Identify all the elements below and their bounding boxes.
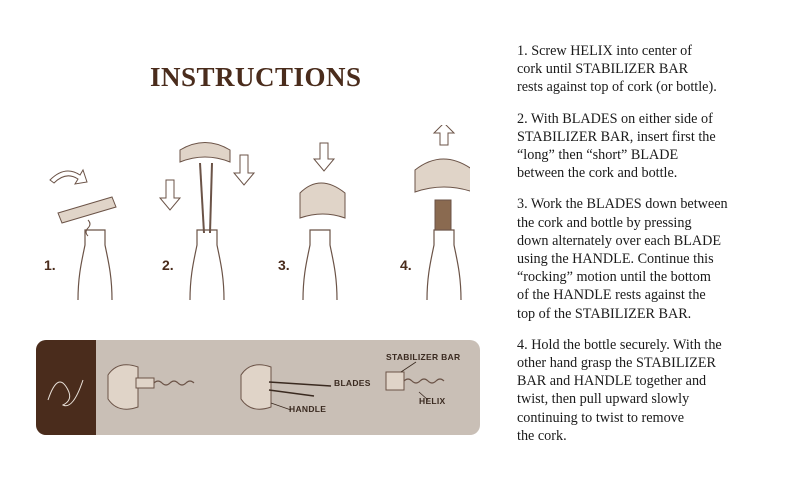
handle-4 [415, 159, 470, 192]
label-handle: HANDLE [289, 404, 327, 414]
step-number-4: 4. [400, 257, 412, 273]
step-number-3: 3. [278, 257, 290, 273]
arrow-down-2 [160, 155, 254, 210]
page-title: INSTRUCTIONS [150, 62, 362, 92]
bottle-2 [190, 230, 224, 300]
parts-panel [36, 340, 480, 435]
step-number-2: 2. [162, 257, 174, 273]
step-3-text: 3. Work the BLADES down between the cork and bottle by pressing down alternately over each BLADE using the HANDLE. Continue this “rocking” motion until the bottom of the HANDLE rests against the top of the STABILIZER BAR. [517, 196, 728, 322]
bottle-3 [303, 230, 337, 300]
cork-4 [435, 200, 451, 230]
instructions-text [517, 42, 787, 458]
blades-2 [200, 163, 212, 233]
bottle-1 [78, 230, 112, 300]
tool-assembled-1 [108, 365, 138, 409]
step-2-text: 2. With BLADES on either side of STABILIZER BAR, insert first the “long” then “short” BLADE between the cork and bottle. [517, 110, 716, 182]
steps-illustration [30, 125, 470, 300]
bottle-4 [427, 230, 461, 300]
step-1-text: 1. Screw HELIX into center of cork until STABILIZER BAR rests against top of cork (or bottle). [517, 43, 717, 96]
handle-3 [300, 183, 345, 218]
blade-long [269, 382, 331, 386]
step-number-1: 1. [44, 257, 56, 273]
arrow-down-3 [314, 143, 334, 171]
signature-mark [48, 380, 83, 406]
arrow-curved-1 [50, 170, 87, 184]
label-blades: BLADES [334, 378, 371, 388]
blade-short [269, 390, 314, 396]
helix-1 [154, 381, 194, 385]
label-helix: HELIX [419, 396, 446, 406]
label-stabilizer-bar: STABILIZER BAR [386, 352, 461, 362]
arrow-up-4 [434, 125, 454, 145]
handle-2 [180, 143, 230, 163]
helix-3 [404, 379, 444, 383]
stabilizer-bar-diagram [386, 372, 404, 390]
handle-diagram [241, 365, 271, 409]
step-4-text: 4. Hold the bottle securely. With the other hand grasp the STABILIZER BAR and HANDLE together and twist, then pull upward slowly continuing to twist to remove the cork. [517, 336, 722, 444]
